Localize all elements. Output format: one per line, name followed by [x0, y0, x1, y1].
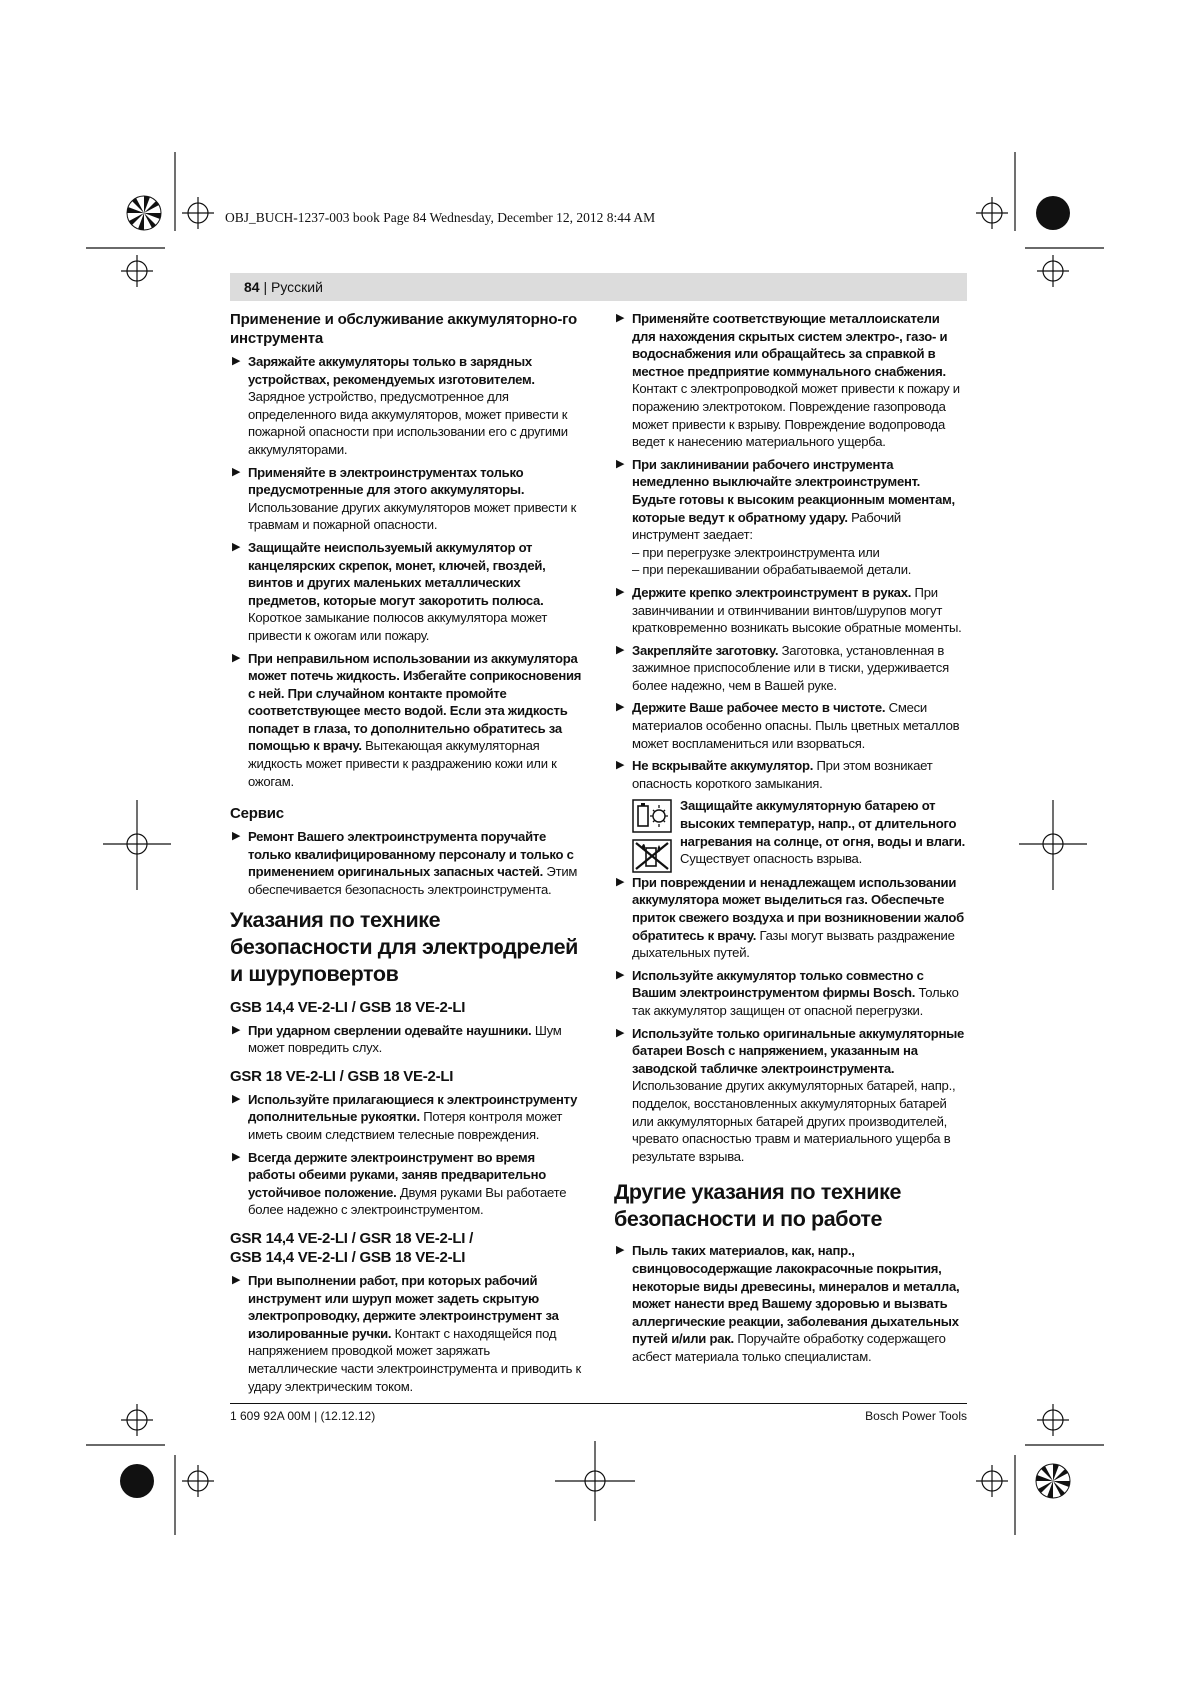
page-number: 84	[244, 279, 260, 295]
print-slug: OBJ_BUCH-1237-003 book Page 84 Wednesday, December 12, 2012 8:44 AM	[225, 210, 656, 225]
list-item: ▶ Защищайте неиспользуемый аккумулятор от канцелярских скрепок, монет, ключей, гвоздей, винтов и других маленьких металлических предметов, которые могут закоротить полюса. Короткое замыкание полюсов аккумулятора может привести к ожогам или пожару.	[232, 539, 548, 643]
solid-target-bottom-left	[120, 1464, 154, 1498]
list-item: ▶ Используйте аккумулятор только совместно с Вашим электроинструментом фирмы Bosch. Только так аккумулятор защищен от опасной перегрузки.	[616, 967, 959, 1018]
dash-item: – при перекашивании обрабатываемой детали.	[632, 562, 912, 578]
list-item: ▶ Держите крепко электроинструмент в руках. При завинчивании и отвинчивании винтов/шурупов могут кратковременно возникать высокие обратные моменты.	[616, 584, 962, 636]
section-title-drills: Указания по технике безопасности для электродрелей и шуруповертов	[230, 907, 578, 986]
list-item: ▶ Пыль таких материалов, как, напр., свинцовосодержащие лакокрасочные покрытия, некоторые виды древесины, минералов и металла, может нанести вред Вашему здоровью и вызвать аллергические реакции, заболевания дыхательных путей и/или рак. Поручайте обработку содержащего асбест материала только специалистам.	[616, 1243, 960, 1364]
list-item: ▶ Применяйте соответствующие металлоискатели для нахождения скрытых систем электро-, газо- и водоснабжения или обращайтесь за справкой в местное предприятие коммунального снабжения. Контакт с электропроводкой может привести к пожару и поражению электротоком. Повреждение газопровода может привести к взрыву. Повреждение водопровода ведет к нанесению материального ущерба.	[616, 311, 960, 450]
list-item: ▶ Не вскрывайте аккумулятор. При этом возникает опасность короткого замыкания.	[616, 758, 933, 791]
no-water-fire-icon	[632, 839, 672, 873]
star-target-top-left	[127, 196, 161, 230]
warning-icons	[632, 799, 674, 879]
page-header	[244, 279, 323, 295]
left-column	[230, 310, 582, 1400]
list-item: ▶ Ремонт Вашего электроинструмента поручайте только квалифицированному персоналу и только с применением оригинальных запасных частей. Этим обеспечивается безопасность электроинструмента.	[232, 829, 578, 898]
solid-target-top-right	[1036, 196, 1070, 230]
list-item: ▶ Держите Ваше рабочее место в чистоте. Смеси материалов особенно опасны. Пыль цветных металлов может воспламениться или взорваться.	[616, 700, 960, 751]
list-item: ▶ При ударном сверлении одевайте наушники. Шум может повредить слух.	[232, 1022, 562, 1056]
subsection-title-gsr-gsb: GSR 18 VE-2-LI / GSB 18 VE-2-LI	[230, 1067, 454, 1085]
section-title-service: Сервис	[230, 805, 284, 823]
section-title-other: Другие указания по технике безопасности и по работе	[614, 1180, 902, 1232]
list-item: ▶ Используйте только оригинальные аккумуляторные батареи Bosch с напряжением, указанным на заводской табличке электроинструмента. Использование других аккумуляторных батарей, напр., подделок, восстановленных аккумуляторных батарей или аккумуляторных батарей других производителей, чревато опасностью травм и материального ущерба в результате взрыва.	[616, 1025, 965, 1164]
list-item: ▶ Заряжайте аккумуляторы только в зарядных устройствах, рекомендуемых изготовителем. Зарядное устройство, предусмотренное для определенного вида аккумуляторов, может привести к пожарной опасности при использовании его с другими аккумуляторами.	[232, 354, 568, 457]
header-separator: |	[263, 279, 268, 295]
list-item: ▶ Используйте прилагающиеся к электроинструменту дополнительные рукоятки. Потеря контроля может иметь своим следствием телесные повреждения.	[232, 1091, 578, 1142]
battery-warning-note: Защищайте аккумуляторную батарею от высоких температур, напр., от длительного нагревания на солнце, от огня, воды и влаги. Существует опасность взрыва.	[614, 797, 966, 867]
footer-rule	[230, 1403, 967, 1404]
list-item: ▶ При заклинивании рабочего инструмента немедленно выключайте электроинструмент. Будьте готовы к высоким реакционным моментам, которые ведут к обратному удару. Рабочий инструмент заедает:	[616, 456, 955, 543]
list-item: ▶ Закрепляйте заготовку. Заготовка, установленная в зажимное приспособление или в тиски, удерживается более надежно, чем в Вашей руке.	[616, 642, 949, 693]
list-item: ▶ При неправильном использовании из аккумулятора может потечь жидкость. Избегайте соприкосновения с ней. При случайном контакте промойте соответствующее место водой. Если эта жидкость попадет в глаза, то дополнительно обратитесь за помощью к врачу. Вытекающая аккумуляторная жидкость может привести к раздражению кожи или к ожогам.	[232, 650, 582, 789]
dash-item: – при перегрузке электроинструмента или	[632, 544, 880, 560]
section-title-battery: Применение и обслуживание аккумуляторно-го инструмента	[230, 311, 577, 347]
heat-warning-icon	[632, 799, 672, 833]
right-column	[614, 310, 966, 1370]
subsection-title-all-models: GSR 14,4 VE-2-LI / GSR 18 VE-2-LI / GSB 14,4 VE-2-LI / GSB 18 VE-2-LI	[230, 1229, 473, 1266]
list-item: ▶ Применяйте в электроинструментах только предусмотренные для этого аккумуляторы. Использование других аккумуляторов может привести к травмам и пожарной опасности.	[232, 464, 577, 533]
star-target-bottom-right	[1036, 1464, 1070, 1498]
list-item: ▶ При повреждении и ненадлежащем использовании аккумулятора может выделиться газ. Обеспечьте приток свежего воздуха и при возникновении жалоб обратитесь к врачу. Газы могут вызвать раздражение дыхательных путей.	[616, 874, 964, 961]
footer-doc-number: 1 609 92A 00M | (12.12.12)	[230, 1409, 376, 1423]
list-item: ▶ При выполнении работ, при которых рабочий инструмент или шуруп может задеть скрытую электропроводку, держите электроинструмент за изолированные ручки. Контакт с находящейся под напряжением проводкой может заряжать металлические части электроинструмента и приводить к удару электрическим током.	[232, 1272, 582, 1394]
subsection-title-gsb: GSB 14,4 VE-2-LI / GSB 18 VE-2-LI	[230, 998, 466, 1016]
crosshair-top-left	[182, 197, 214, 229]
header-language: Русский	[271, 279, 323, 295]
footer-brand: Bosch Power Tools	[865, 1409, 967, 1423]
page-header-bar	[230, 273, 967, 301]
list-item: ▶ Всегда держите электроинструмент во время работы обеими руками, заняв предварительно устойчивое положение. Двумя руками Вы работаете более надежно с электроинструментом.	[232, 1149, 567, 1218]
